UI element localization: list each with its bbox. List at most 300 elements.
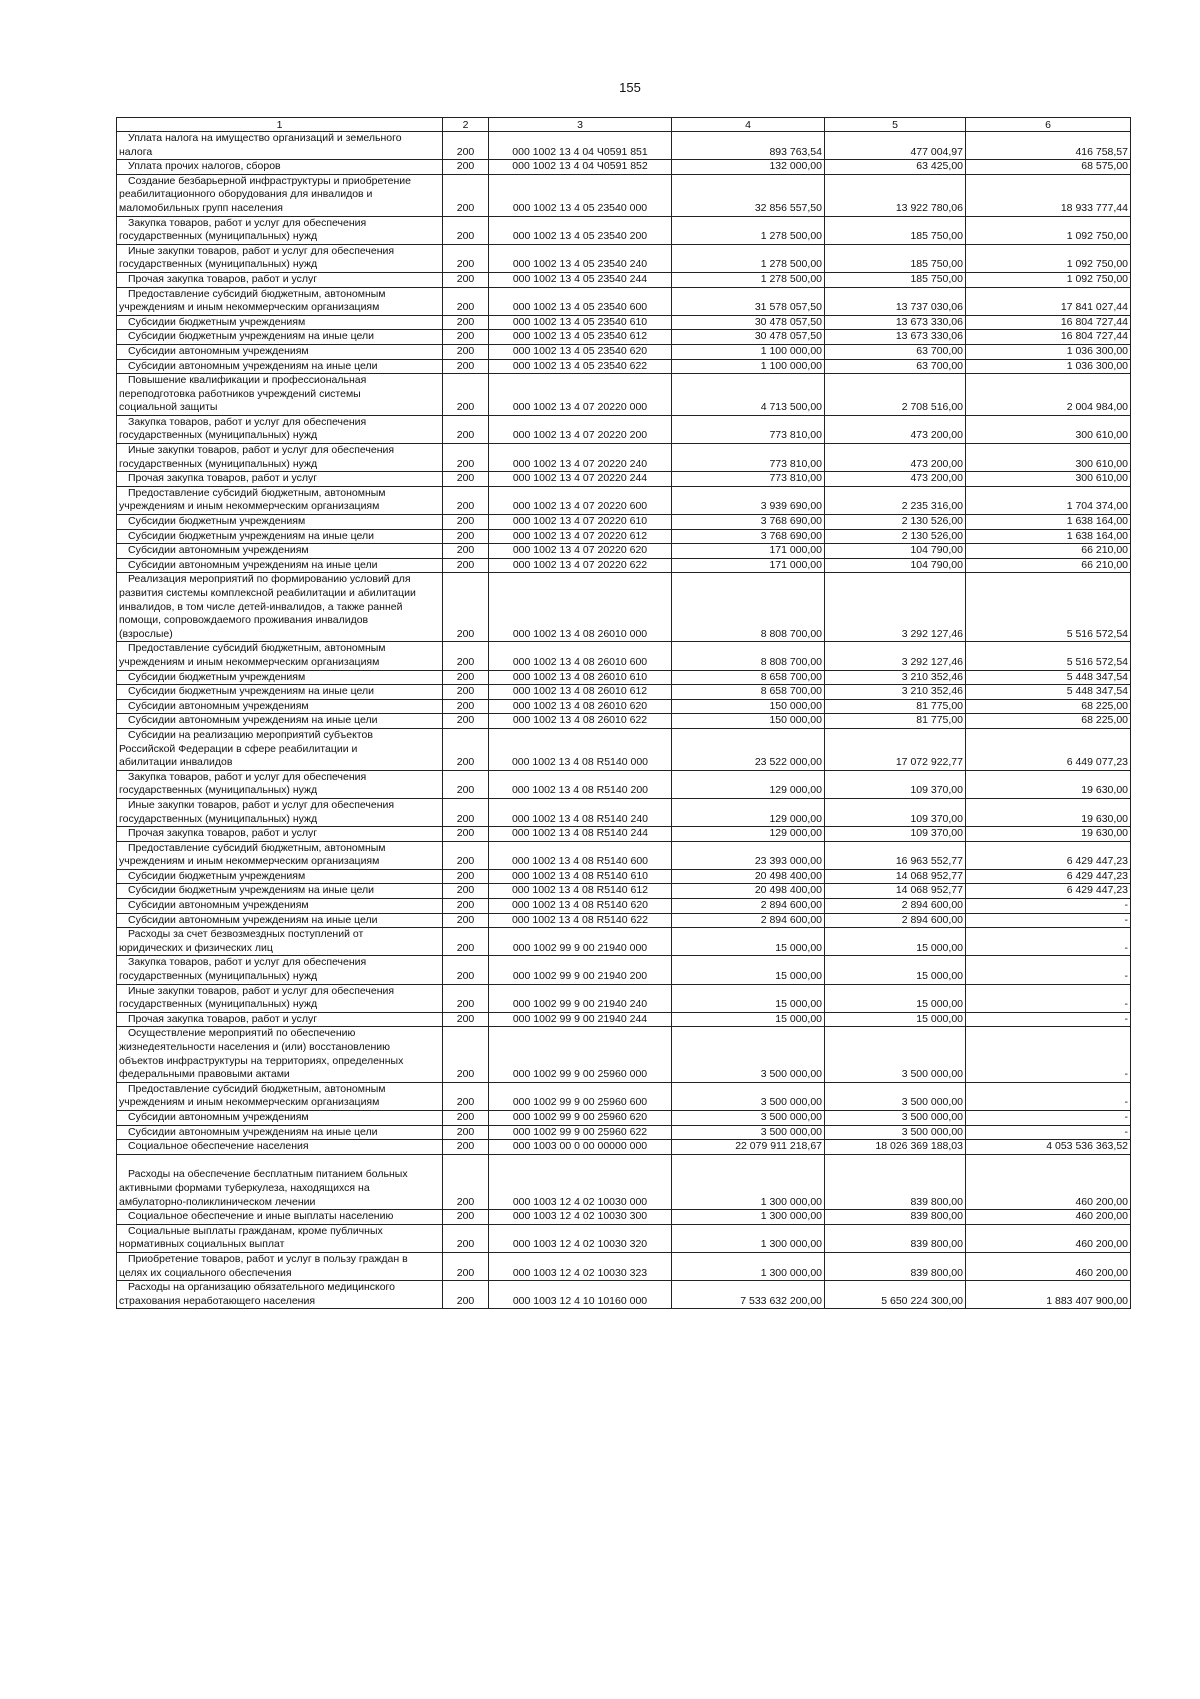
approved-amount-cell: 1 300 000,00	[672, 1224, 825, 1252]
line-code-cell: 200	[443, 770, 489, 798]
approved-amount-cell: 31 578 057,50	[672, 287, 825, 315]
budget-classification-code-cell: 000 1002 13 4 07 20220 244	[489, 472, 672, 487]
line-code-cell: 200	[443, 642, 489, 670]
line-code-cell: 200	[443, 1154, 489, 1209]
table-row	[117, 928, 1131, 956]
unexecuted-amount-cell: 6 429 447,23	[966, 884, 1131, 899]
expense-name-cell	[117, 544, 443, 559]
budget-classification-code-cell: 000 1002 13 4 05 23540 612	[489, 330, 672, 345]
line-code-cell: 200	[443, 160, 489, 175]
unexecuted-amount-cell: 1 638 164,00	[966, 529, 1131, 544]
expense-name-line: Субсидии бюджетным учреждениям	[128, 315, 306, 328]
expense-name-line: учреждениям и иным некоммерческим организациям	[119, 301, 380, 314]
unexecuted-amount-cell: 5 516 572,54	[966, 573, 1131, 642]
unexecuted-amount-cell: 16 804 727,44	[966, 315, 1131, 330]
unexecuted-amount-cell: 1 883 407 900,00	[966, 1281, 1131, 1309]
approved-amount-cell: 1 300 000,00	[672, 1154, 825, 1209]
table-row	[117, 1252, 1131, 1280]
expense-name-line: Повышение квалификации и профессиональная	[128, 374, 367, 387]
approved-amount-cell: 1 278 500,00	[672, 244, 825, 272]
approved-amount-cell: 22 079 911 218,67	[672, 1140, 825, 1155]
approved-amount-cell: 132 000,00	[672, 160, 825, 175]
unexecuted-amount-cell: 19 630,00	[966, 798, 1131, 826]
unexecuted-amount-cell: 66 210,00	[966, 558, 1131, 573]
expense-name-cell	[117, 1224, 443, 1252]
line-code-cell: 200	[443, 1281, 489, 1309]
budget-classification-code-cell: 000 1002 13 4 07 20220 620	[489, 544, 672, 559]
executed-amount-cell: 2 894 600,00	[825, 913, 966, 928]
expense-name-line: государственных (муниципальных) нужд	[119, 784, 318, 797]
column-header-3: 3	[489, 118, 672, 132]
expense-name-line: Закупка товаров, работ и услуг для обеспечения	[128, 956, 367, 969]
expense-name-cell	[117, 642, 443, 670]
budget-classification-code-cell: 000 1002 13 4 08 26010 000	[489, 573, 672, 642]
approved-amount-cell: 15 000,00	[672, 928, 825, 956]
expense-name-cell	[117, 415, 443, 443]
table-row	[117, 1027, 1131, 1082]
unexecuted-amount-cell: -	[966, 1027, 1131, 1082]
table-row	[117, 699, 1131, 714]
line-code-cell: 200	[443, 1082, 489, 1110]
executed-amount-cell: 15 000,00	[825, 984, 966, 1012]
expense-name-line: Уплата налога на имущество организаций и земельного	[128, 132, 402, 144]
unexecuted-amount-cell: 1 092 750,00	[966, 272, 1131, 287]
table-row	[117, 1281, 1131, 1309]
executed-amount-cell: 15 000,00	[825, 1012, 966, 1027]
column-header-2: 2	[443, 118, 489, 132]
line-code-cell: 200	[443, 685, 489, 700]
approved-amount-cell: 150 000,00	[672, 699, 825, 714]
expense-name-line: Предоставление субсидий бюджетным, автономным	[128, 1082, 386, 1095]
approved-amount-cell: 1 100 000,00	[672, 344, 825, 359]
line-code-cell: 200	[443, 344, 489, 359]
expense-name-cell	[117, 928, 443, 956]
expense-name-line: федеральными правовыми актами	[119, 1068, 290, 1081]
executed-amount-cell: 839 800,00	[825, 1252, 966, 1280]
executed-amount-cell: 2 130 526,00	[825, 529, 966, 544]
approved-amount-cell: 773 810,00	[672, 444, 825, 472]
expense-name-line: учреждениям и иным некоммерческим организациям	[119, 500, 380, 513]
table-row	[117, 956, 1131, 984]
expense-name-line: жизнедеятельности населения и (или) восстановлению	[119, 1041, 390, 1053]
column-number-row	[117, 118, 1131, 132]
table-row	[117, 1210, 1131, 1225]
table-row	[117, 344, 1131, 359]
line-code-cell: 200	[443, 287, 489, 315]
expense-name-line: Прочая закупка товаров, работ и услуг	[128, 472, 318, 485]
unexecuted-amount-cell: 16 804 727,44	[966, 330, 1131, 345]
unexecuted-amount-cell: 66 210,00	[966, 544, 1131, 559]
expense-name-line: Предоставление субсидий бюджетным, автономным	[128, 486, 386, 499]
expense-name-line: (взрослые)	[119, 627, 173, 640]
expense-name-cell	[117, 174, 443, 216]
budget-classification-code-cell: 000 1002 13 4 05 23540 000	[489, 174, 672, 216]
approved-amount-cell: 20 498 400,00	[672, 884, 825, 899]
budget-classification-code-cell: 000 1002 13 4 08 R5140 622	[489, 913, 672, 928]
column-header-6: 6	[966, 118, 1131, 132]
expense-name-cell	[117, 685, 443, 700]
budget-classification-code-cell: 000 1002 99 9 00 25960 000	[489, 1027, 672, 1082]
unexecuted-amount-cell: -	[966, 1082, 1131, 1110]
approved-amount-cell: 1 300 000,00	[672, 1252, 825, 1280]
table-row	[117, 798, 1131, 826]
budget-classification-code-cell: 000 1002 99 9 00 21940 244	[489, 1012, 672, 1027]
executed-amount-cell: 14 068 952,77	[825, 869, 966, 884]
expense-name-cell	[117, 529, 443, 544]
expense-name-line: Прочая закупка товаров, работ и услуг	[128, 827, 318, 840]
line-code-cell: 200	[443, 216, 489, 244]
approved-amount-cell: 23 522 000,00	[672, 728, 825, 770]
approved-amount-cell: 4 713 500,00	[672, 374, 825, 416]
expense-name-line: государственных (муниципальных) нужд	[119, 457, 318, 470]
budget-classification-code-cell: 000 1003 12 4 02 10030 000	[489, 1154, 672, 1209]
executed-amount-cell: 15 000,00	[825, 956, 966, 984]
executed-amount-cell: 3 500 000,00	[825, 1027, 966, 1082]
expense-name-cell	[117, 827, 443, 842]
table-row	[117, 174, 1131, 216]
budget-classification-code-cell: 000 1002 13 4 08 26010 622	[489, 714, 672, 729]
budget-classification-code-cell: 000 1002 13 4 08 R5140 000	[489, 728, 672, 770]
expense-name-line: Осуществление мероприятий по обеспечению	[128, 1027, 356, 1040]
table-row	[117, 1154, 1131, 1209]
approved-amount-cell: 1 300 000,00	[672, 1210, 825, 1225]
approved-amount-cell: 20 498 400,00	[672, 869, 825, 884]
line-code-cell: 200	[443, 472, 489, 487]
expense-name-line: Уплата прочих налогов, сборов	[128, 160, 281, 173]
unexecuted-amount-cell: 19 630,00	[966, 770, 1131, 798]
expense-name-line: государственных (муниципальных) нужд	[119, 429, 318, 442]
expense-name-cell	[117, 244, 443, 272]
table-row	[117, 486, 1131, 514]
approved-amount-cell: 8 658 700,00	[672, 670, 825, 685]
budget-execution-table	[116, 117, 1131, 1309]
expense-name-cell	[117, 1110, 443, 1125]
budget-classification-code-cell: 000 1002 13 4 05 23540 240	[489, 244, 672, 272]
expense-name-line: Социальное обеспечение и иные выплаты населению	[128, 1210, 394, 1223]
line-code-cell: 200	[443, 359, 489, 374]
unexecuted-amount-cell: 19 630,00	[966, 827, 1131, 842]
executed-amount-cell: 839 800,00	[825, 1154, 966, 1209]
line-code-cell: 200	[443, 728, 489, 770]
expense-name-cell	[117, 770, 443, 798]
executed-amount-cell: 15 000,00	[825, 928, 966, 956]
approved-amount-cell: 8 808 700,00	[672, 642, 825, 670]
expense-name-cell	[117, 714, 443, 729]
expense-name-cell	[117, 728, 443, 770]
expense-name-cell	[117, 1154, 443, 1209]
expense-name-cell	[117, 160, 443, 175]
expense-name-cell	[117, 899, 443, 914]
executed-amount-cell: 109 370,00	[825, 827, 966, 842]
expense-name-line: инвалидов, в том числе детей-инвалидов, а также ранней	[119, 600, 403, 613]
expense-name-line: Социальные выплаты гражданам, кроме публичных	[128, 1224, 383, 1237]
budget-classification-code-cell: 000 1002 13 4 08 R5140 620	[489, 899, 672, 914]
approved-amount-cell: 30 478 057,50	[672, 315, 825, 330]
executed-amount-cell: 185 750,00	[825, 244, 966, 272]
line-code-cell: 200	[443, 956, 489, 984]
expense-name-line: Иные закупки товаров, работ и услуг для обеспечения	[128, 984, 395, 997]
approved-amount-cell: 171 000,00	[672, 558, 825, 573]
approved-amount-cell: 15 000,00	[672, 956, 825, 984]
line-code-cell: 200	[443, 1012, 489, 1027]
executed-amount-cell: 473 200,00	[825, 472, 966, 487]
expense-name-line: Субсидии автономным учреждениям	[128, 1110, 309, 1123]
unexecuted-amount-cell: 5 516 572,54	[966, 642, 1131, 670]
expense-name-line: Предоставление субсидий бюджетным, автономным	[128, 287, 386, 300]
line-code-cell: 200	[443, 798, 489, 826]
expense-name-cell	[117, 1082, 443, 1110]
expense-name-cell	[117, 884, 443, 899]
expense-name-line: переподготовка работников учреждений системы	[119, 387, 361, 400]
budget-classification-code-cell: 000 1002 13 4 07 20220 612	[489, 529, 672, 544]
line-code-cell: 200	[443, 670, 489, 685]
expense-name-line: Создание безбарьерной инфраструктуры и приобретение	[128, 174, 411, 187]
line-code-cell: 200	[443, 515, 489, 530]
unexecuted-amount-cell: -	[966, 1125, 1131, 1140]
expense-name-line: Субсидии автономным учреждениям на иные цели	[128, 1125, 378, 1138]
table-row	[117, 374, 1131, 416]
executed-amount-cell: 104 790,00	[825, 558, 966, 573]
unexecuted-amount-cell: 2 004 984,00	[966, 374, 1131, 416]
executed-amount-cell: 839 800,00	[825, 1210, 966, 1225]
unexecuted-amount-cell: 6 449 077,23	[966, 728, 1131, 770]
line-code-cell: 200	[443, 699, 489, 714]
table-row	[117, 558, 1131, 573]
executed-amount-cell: 3 500 000,00	[825, 1110, 966, 1125]
approved-amount-cell: 8 808 700,00	[672, 573, 825, 642]
unexecuted-amount-cell: 6 429 447,23	[966, 869, 1131, 884]
expense-name-line: учреждениям и иным некоммерческим организациям	[119, 655, 380, 668]
budget-classification-code-cell: 000 1002 13 4 07 20220 610	[489, 515, 672, 530]
page-number: 155	[619, 80, 641, 95]
unexecuted-amount-cell: 300 610,00	[966, 444, 1131, 472]
unexecuted-amount-cell: 68 225,00	[966, 699, 1131, 714]
expense-name-line: Субсидии бюджетным учреждениям	[128, 869, 306, 882]
approved-amount-cell: 8 658 700,00	[672, 685, 825, 700]
expense-name-cell	[117, 515, 443, 530]
expense-name-cell	[117, 699, 443, 714]
expense-name-cell	[117, 1140, 443, 1155]
unexecuted-amount-cell: -	[966, 956, 1131, 984]
expense-name-cell	[117, 486, 443, 514]
line-code-cell: 200	[443, 984, 489, 1012]
line-code-cell: 200	[443, 529, 489, 544]
table-row	[117, 472, 1131, 487]
executed-amount-cell: 63 425,00	[825, 160, 966, 175]
budget-classification-code-cell: 000 1002 13 4 08 26010 620	[489, 699, 672, 714]
expense-name-line: Расходы на организацию обязательного медицинского	[128, 1281, 395, 1294]
approved-amount-cell: 2 894 600,00	[672, 899, 825, 914]
expense-name-line: страхования неработающего населения	[119, 1294, 316, 1307]
table-row	[117, 544, 1131, 559]
executed-amount-cell: 2 235 316,00	[825, 486, 966, 514]
expense-name-cell	[117, 573, 443, 642]
executed-amount-cell: 81 775,00	[825, 699, 966, 714]
unexecuted-amount-cell: 300 610,00	[966, 415, 1131, 443]
expense-name-line: абилитации инвалидов	[119, 756, 233, 769]
expense-name-cell	[117, 670, 443, 685]
expense-name-cell	[117, 841, 443, 869]
table-row	[117, 415, 1131, 443]
budget-classification-code-cell: 000 1002 99 9 00 25960 620	[489, 1110, 672, 1125]
approved-amount-cell: 773 810,00	[672, 415, 825, 443]
table-row	[117, 573, 1131, 642]
approved-amount-cell: 23 393 000,00	[672, 841, 825, 869]
unexecuted-amount-cell: 1 638 164,00	[966, 515, 1131, 530]
expense-name-line: Субсидии на реализацию мероприятий субъектов	[128, 728, 373, 741]
line-code-cell: 200	[443, 132, 489, 160]
approved-amount-cell: 129 000,00	[672, 770, 825, 798]
table-row	[117, 315, 1131, 330]
expense-name-line: Субсидии бюджетным учреждениям	[128, 515, 306, 528]
approved-amount-cell: 893 763,54	[672, 132, 825, 160]
budget-classification-code-cell: 000 1002 13 4 07 20220 200	[489, 415, 672, 443]
expense-name-cell	[117, 359, 443, 374]
column-header-5: 5	[825, 118, 966, 132]
expense-name-line: реабилитационного оборудования для инвалидов и	[119, 188, 373, 201]
expense-name-line: активными формами туберкулеза, находящихся на	[119, 1181, 370, 1194]
unexecuted-amount-cell: -	[966, 1012, 1131, 1027]
expense-name-line: Закупка товаров, работ и услуг для обеспечения	[128, 216, 367, 229]
table-row	[117, 770, 1131, 798]
budget-classification-code-cell: 000 1002 13 4 08 R5140 200	[489, 770, 672, 798]
expense-name-line: маломобильных групп населения	[119, 201, 283, 214]
table-row	[117, 884, 1131, 899]
budget-classification-code-cell: 000 1002 13 4 05 23540 622	[489, 359, 672, 374]
line-code-cell: 200	[443, 913, 489, 928]
table-row	[117, 869, 1131, 884]
line-code-cell: 200	[443, 1027, 489, 1082]
approved-amount-cell: 773 810,00	[672, 472, 825, 487]
executed-amount-cell: 839 800,00	[825, 1224, 966, 1252]
approved-amount-cell: 2 894 600,00	[672, 913, 825, 928]
expense-name-line: налога	[119, 145, 153, 158]
unexecuted-amount-cell: 460 200,00	[966, 1210, 1131, 1225]
expense-name-line: юридических и физических лиц	[119, 941, 273, 954]
executed-amount-cell: 3 210 352,46	[825, 685, 966, 700]
budget-classification-code-cell: 000 1003 12 4 02 10030 323	[489, 1252, 672, 1280]
unexecuted-amount-cell: 460 200,00	[966, 1252, 1131, 1280]
executed-amount-cell: 13 673 330,06	[825, 330, 966, 345]
line-code-cell: 200	[443, 884, 489, 899]
expense-name-line: Субсидии автономным учреждениям	[128, 699, 309, 712]
line-code-cell: 200	[443, 415, 489, 443]
unexecuted-amount-cell: 1 704 374,00	[966, 486, 1131, 514]
table-body	[117, 132, 1131, 1309]
table-row	[117, 1110, 1131, 1125]
expense-name-line: целях их социального обеспечения	[119, 1266, 292, 1279]
unexecuted-amount-cell: 68 225,00	[966, 714, 1131, 729]
expense-name-cell	[117, 1252, 443, 1280]
budget-classification-code-cell: 000 1002 99 9 00 25960 600	[489, 1082, 672, 1110]
approved-amount-cell: 3 768 690,00	[672, 515, 825, 530]
executed-amount-cell: 3 210 352,46	[825, 670, 966, 685]
budget-classification-code-cell: 000 1002 13 4 08 26010 612	[489, 685, 672, 700]
unexecuted-amount-cell: -	[966, 1110, 1131, 1125]
expense-name-line: государственных (муниципальных) нужд	[119, 998, 318, 1011]
line-code-cell: 200	[443, 558, 489, 573]
executed-amount-cell: 109 370,00	[825, 770, 966, 798]
budget-classification-code-cell: 000 1002 13 4 04 Ч0591 851	[489, 132, 672, 160]
table-row	[117, 714, 1131, 729]
budget-classification-code-cell: 000 1002 99 9 00 21940 240	[489, 984, 672, 1012]
expense-name-line: Субсидии бюджетным учреждениям на иные цели	[128, 529, 374, 542]
executed-amount-cell: 104 790,00	[825, 544, 966, 559]
executed-amount-cell: 3 292 127,46	[825, 573, 966, 642]
expense-name-line: Иные закупки товаров, работ и услуг для обеспечения	[128, 444, 395, 457]
budget-classification-code-cell: 000 1002 13 4 08 R5140 600	[489, 841, 672, 869]
executed-amount-cell: 3 500 000,00	[825, 1082, 966, 1110]
approved-amount-cell: 129 000,00	[672, 827, 825, 842]
approved-amount-cell: 3 939 690,00	[672, 486, 825, 514]
expense-name-line: Субсидии автономным учреждениям	[128, 899, 309, 912]
expense-name-line: Прочая закупка товаров, работ и услуг	[128, 1012, 318, 1025]
unexecuted-amount-cell: -	[966, 984, 1131, 1012]
expense-name-line: Субсидии автономным учреждениям	[128, 544, 309, 557]
executed-amount-cell: 3 500 000,00	[825, 1125, 966, 1140]
line-code-cell: 200	[443, 1110, 489, 1125]
budget-classification-code-cell: 000 1002 13 4 07 20220 000	[489, 374, 672, 416]
table-row	[117, 1140, 1131, 1155]
expense-name-cell	[117, 315, 443, 330]
line-code-cell: 200	[443, 869, 489, 884]
expense-name-line: Расходы за счет безвозмездных поступлений от	[128, 928, 364, 941]
budget-classification-code-cell: 000 1002 13 4 08 R5140 240	[489, 798, 672, 826]
line-code-cell: 200	[443, 841, 489, 869]
budget-classification-code-cell: 000 1003 12 4 10 10160 000	[489, 1281, 672, 1309]
executed-amount-cell: 185 750,00	[825, 272, 966, 287]
executed-amount-cell: 473 200,00	[825, 444, 966, 472]
expense-name-cell	[117, 956, 443, 984]
executed-amount-cell: 3 292 127,46	[825, 642, 966, 670]
line-code-cell: 200	[443, 1224, 489, 1252]
table-row	[117, 515, 1131, 530]
budget-classification-code-cell: 000 1002 13 4 05 23540 244	[489, 272, 672, 287]
expense-name-cell	[117, 444, 443, 472]
line-code-cell: 200	[443, 244, 489, 272]
budget-classification-code-cell: 000 1002 99 9 00 25960 622	[489, 1125, 672, 1140]
expense-name-line: государственных (муниципальных) нужд	[119, 230, 318, 243]
expense-name-line: социальной защиты	[119, 401, 218, 414]
unexecuted-amount-cell: 460 200,00	[966, 1224, 1131, 1252]
budget-classification-code-cell: 000 1003 12 4 02 10030 300	[489, 1210, 672, 1225]
expense-name-line: Российской Федерации в сфере реабилитации и	[119, 742, 358, 755]
unexecuted-amount-cell: 6 429 447,23	[966, 841, 1131, 869]
budget-classification-code-cell: 000 1002 13 4 05 23540 600	[489, 287, 672, 315]
table-row	[117, 685, 1131, 700]
expense-name-line: Социальное обеспечение населения	[128, 1140, 309, 1153]
approved-amount-cell: 1 278 500,00	[672, 272, 825, 287]
line-code-cell: 200	[443, 1125, 489, 1140]
expense-name-cell	[117, 374, 443, 416]
approved-amount-cell: 1 278 500,00	[672, 216, 825, 244]
unexecuted-amount-cell: 300 610,00	[966, 472, 1131, 487]
table-row	[117, 984, 1131, 1012]
unexecuted-amount-cell: -	[966, 913, 1131, 928]
expense-name-line: Закупка товаров, работ и услуг для обеспечения	[128, 770, 367, 783]
unexecuted-amount-cell: 5 448 347,54	[966, 685, 1131, 700]
approved-amount-cell: 171 000,00	[672, 544, 825, 559]
table-row	[117, 330, 1131, 345]
line-code-cell: 200	[443, 1252, 489, 1280]
table-row	[117, 160, 1131, 175]
expense-name-cell	[117, 913, 443, 928]
line-code-cell: 200	[443, 374, 489, 416]
expense-name-line: объектов инфраструктуры на территориях, определенных	[119, 1054, 404, 1067]
executed-amount-cell: 16 963 552,77	[825, 841, 966, 869]
table-row	[117, 272, 1131, 287]
line-code-cell: 200	[443, 544, 489, 559]
